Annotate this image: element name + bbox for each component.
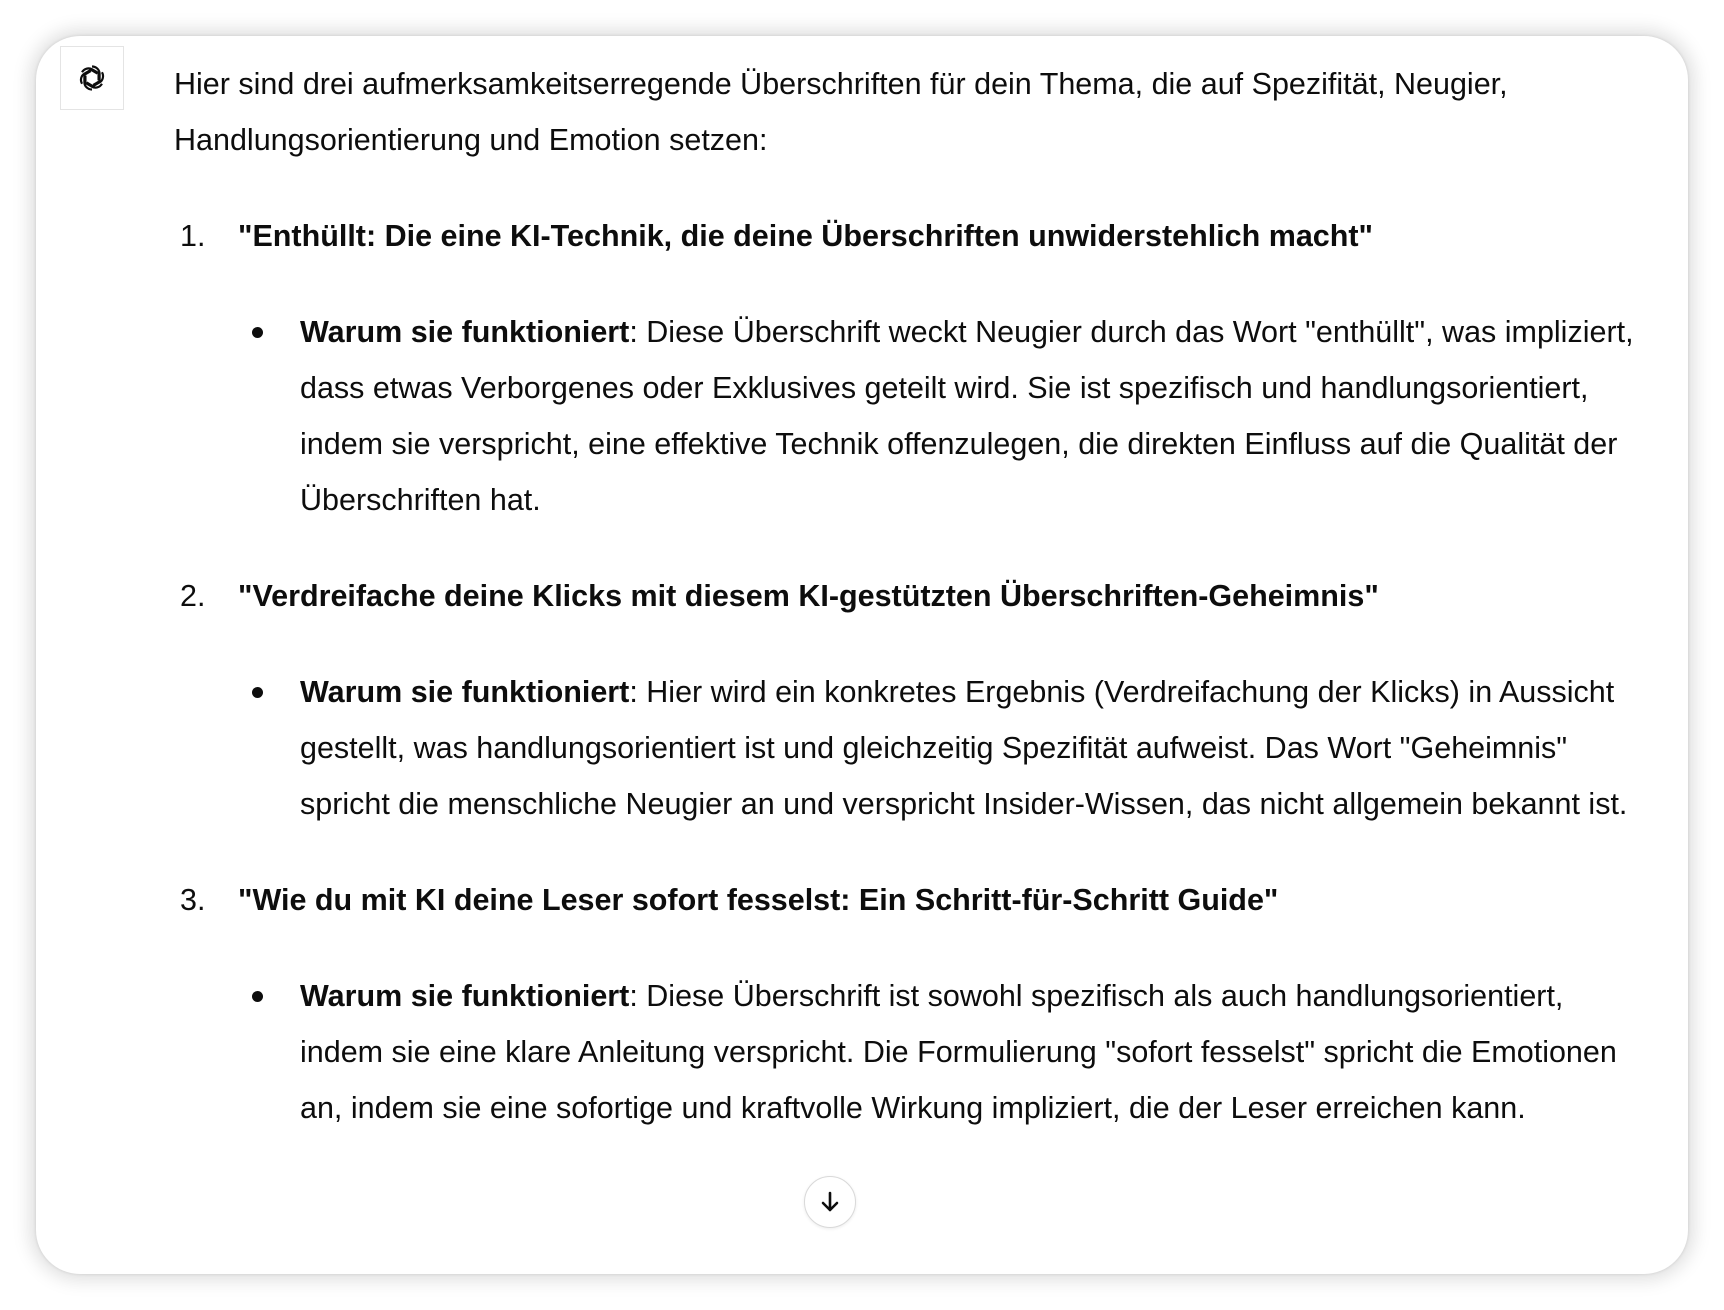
reason-text: : Hier wird ein konkretes Ergebnis (Verdreifachung der Klicks) in Aussicht gestellt, was handlungsorientiert ist und gleichzeitig Spezifität aufweist. Das Wort "Geheimnis" spricht die menschliche Neugier an und verspricht Insider-Wissen, das nicht allgemein bekannt ist.	[300, 675, 1628, 821]
reason-label: Warum sie funktioniert	[300, 979, 630, 1013]
message-content	[174, 56, 1634, 1136]
list-item	[174, 872, 1634, 1136]
chat-message-card	[36, 36, 1688, 1274]
headline-text: "Enthüllt: Die eine KI-Technik, die deine Überschriften unwiderstehlich macht"	[238, 219, 1374, 253]
openai-logo-icon	[72, 58, 112, 98]
reason-bullet	[300, 304, 1634, 528]
reason-label: Warum sie funktioniert	[300, 315, 630, 349]
bullet-dot-icon	[252, 327, 263, 338]
reason-label: Warum sie funktioniert	[300, 675, 630, 709]
list-number: 3.	[180, 883, 206, 917]
bullet-dot-icon	[252, 991, 263, 1002]
scroll-to-bottom-button[interactable]	[804, 1176, 856, 1228]
list-number: 1.	[180, 219, 206, 253]
arrow-down-icon	[816, 1188, 844, 1216]
list-item	[174, 208, 1634, 528]
bullet-dot-icon	[252, 687, 263, 698]
headline-text: "Wie du mit KI deine Leser sofort fesselst: Ein Schritt-für-Schritt Guide"	[238, 883, 1279, 917]
assistant-avatar	[60, 46, 124, 110]
reason-text: : Diese Überschrift weckt Neugier durch das Wort "enthüllt", was impliziert, dass etwas Verborgenes oder Exklusives geteilt wird. Sie ist spezifisch und handlungsorientiert, indem sie verspricht, eine effektive Technik offenzulegen, die direkten Einfluss auf die Qualität der Überschriften hat.	[300, 315, 1634, 517]
reason-text: : Diese Überschrift ist sowohl spezifisch als auch handlungsorientiert, indem sie eine klare Anleitung verspricht. Die Formulierung "sofort fesselst" spricht die Emotionen an, indem sie eine sofortige und kraftvolle Wirkung impliziert, die der Leser erreichen kann.	[300, 979, 1617, 1125]
intro-text: Hier sind drei aufmerksamkeitserregende Überschriften für dein Thema, die auf Spezifität, Neugier, Handlungsorientierung und Emotion setzen:	[174, 67, 1508, 157]
reason-bullet	[300, 664, 1634, 832]
list-item	[174, 568, 1634, 832]
headline-text: "Verdreifache deine Klicks mit diesem KI-gestützten Überschriften-Geheimnis"	[238, 579, 1379, 613]
list-number: 2.	[180, 579, 206, 613]
reason-bullet	[300, 968, 1634, 1136]
